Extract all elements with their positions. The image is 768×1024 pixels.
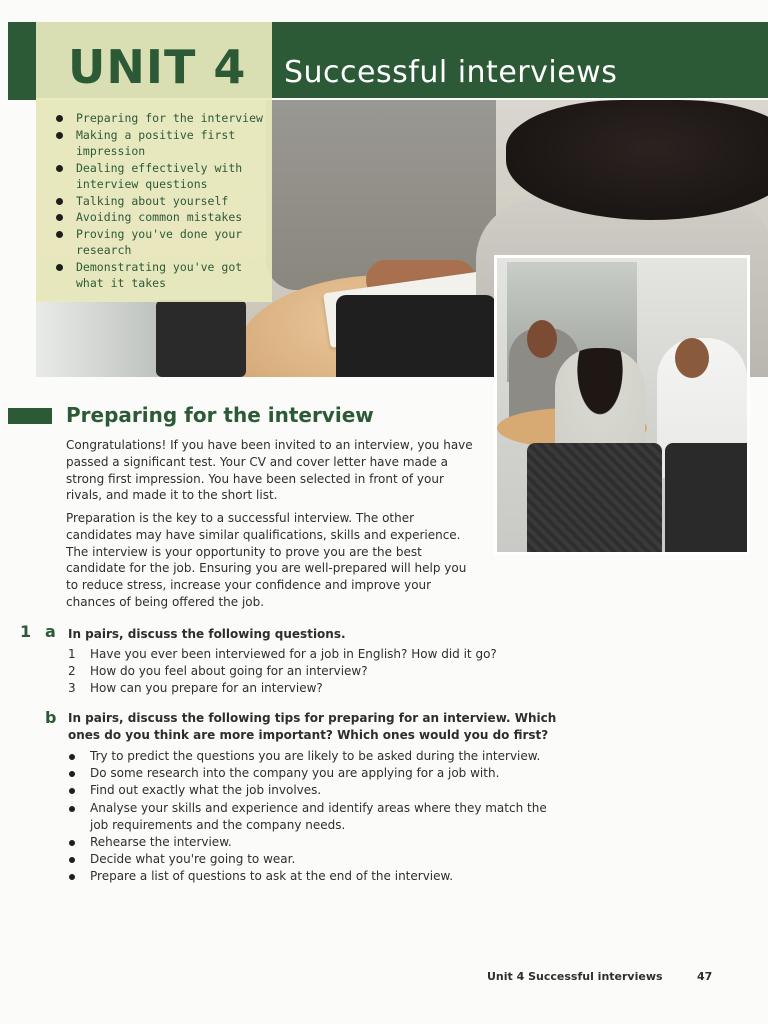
question-text: How can you prepare for an interview? [90,681,323,696]
topic-item: Preparing for the interview [52,110,266,127]
exercise-number: 1 [20,622,32,641]
interview-photo-secondary [494,255,750,555]
exercise-a-instruction: In pairs, discuss the following questions. [68,627,346,641]
exercise-b-tips [66,748,566,886]
topic-item: Dealing effectively with interview questions [52,160,266,193]
topic-item: Talking about yourself [52,193,266,210]
topic-item: Proving you've done your research [52,226,266,259]
unit-label: UNIT 4 [68,40,247,94]
exercise-a-letter: a [45,622,56,641]
exercise-b-letter: b [45,708,57,727]
intro-paragraph: Congratulations! If you have been invited to an interview, you have passed a significant test. Your CV and cover letter have made a strong first impression. You have been selected in front of your rivals, and made it to the short list. [66,438,473,503]
tip-item: Prepare a list of questions to ask at the end of the interview. [66,868,566,885]
question-item [66,646,536,663]
exercise-a-questions [66,646,536,698]
topic-item: Demonstrating you've got what it takes [52,259,266,292]
preparation-paragraph: Preparation is the key to a successful interview. The other candidates may have similar qualifications, skills and experience. The interview is your opportunity to prove you are the best candidate for the job. Ensuring you are well-prepared will help you to reduce stress, increase your confidence and improve your chances of being offered the job. [66,511,467,609]
question-number: 2 [68,664,76,679]
tip-item: Do some research into the company you are applying for a job with. [66,765,566,782]
question-item [66,663,536,680]
tip-item: Analyse your skills and experience and identify areas where they match the job requirements and the company needs. [66,800,566,834]
header-edge-bar [8,22,36,100]
question-item [66,680,536,697]
unit-title: Successful interviews [284,55,618,90]
tip-item: Find out exactly what the job involves. [66,782,566,799]
section-title: Preparing for the interview [66,403,374,427]
tip-item: Try to predict the questions you are likely to be asked during the interview. [66,748,566,765]
footer-running-title: Unit 4 Successful interviews [487,970,663,983]
section-marker [8,408,52,424]
question-number: 3 [68,681,76,696]
question-text: How do you feel about going for an interview? [90,664,368,679]
question-number: 1 [68,647,76,661]
exercise-b-instruction: In pairs, discuss the following tips for preparing for an interview. Which ones do you think are more important? Which ones would you do first? [68,711,557,742]
topic-item: Avoiding common mistakes [52,209,266,226]
tip-item: Rehearse the interview. [66,834,566,851]
page-number: 47 [697,970,713,983]
topic-item: Making a positive first impression [52,127,266,160]
question-text: Have you ever been interviewed for a job in English? How did it go? [90,647,497,661]
unit-topic-list [52,110,266,292]
tip-item: Decide what you're going to wear. [66,851,566,868]
